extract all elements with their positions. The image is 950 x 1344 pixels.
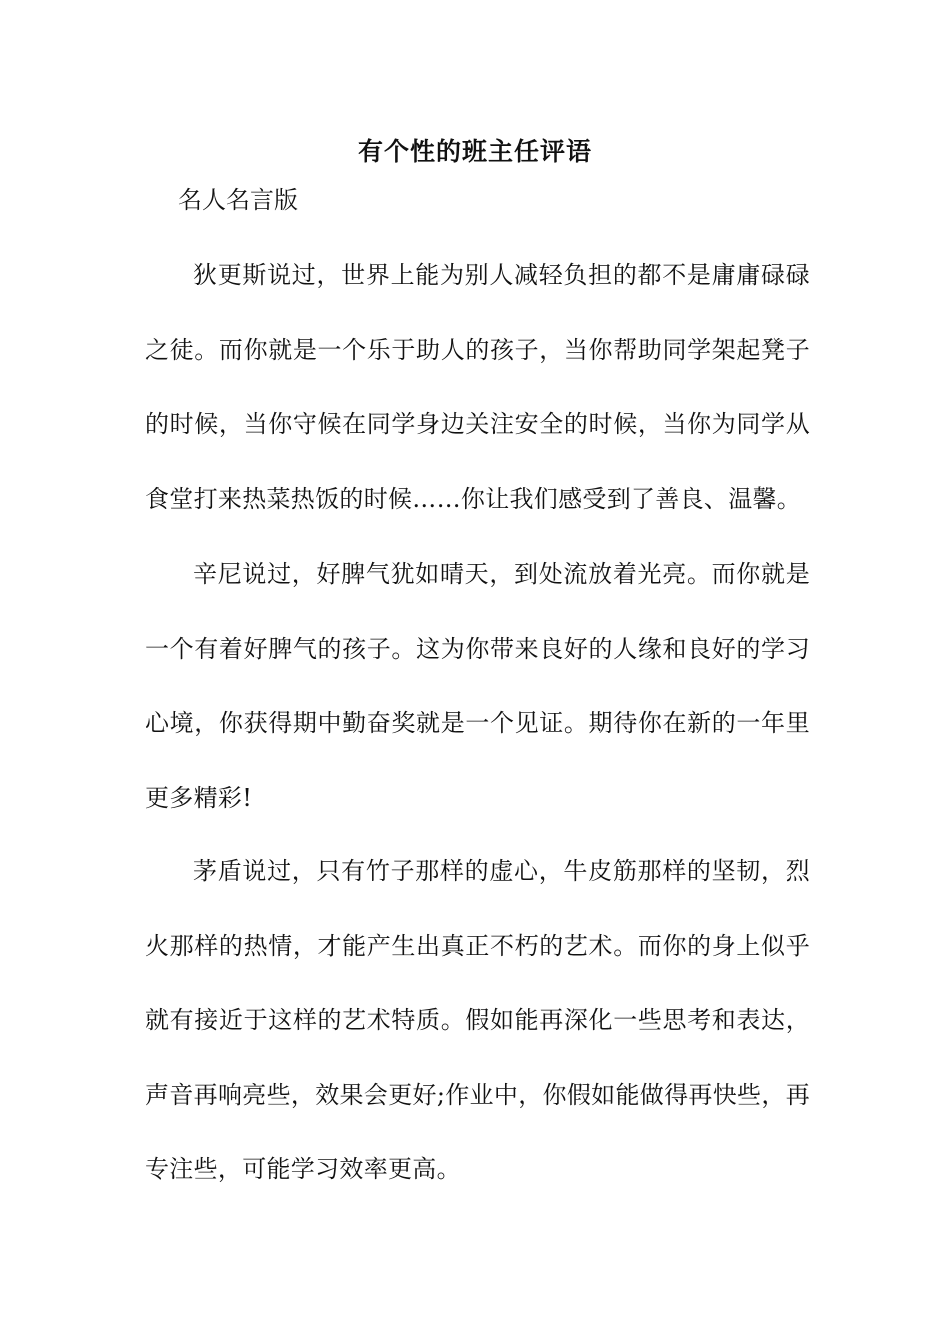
- paragraph-sydney: 辛尼说过，好脾气犹如晴天，到处流放着光亮。而你就是一个有着好脾气的孩子。这为你带来良好的人缘和良好的学习心境，你获得期中勤奋奖就是一个见证。期待你在新的一年里更多精彩!: [145, 560, 810, 812]
- document-title: 有个性的班主任评语: [357, 137, 592, 166]
- document-subtitle: 名人名言版: [178, 186, 298, 214]
- paragraph-maodun: 茅盾说过，只有竹子那样的虚心，牛皮筋那样的坚韧，烈火那样的热情，才能产生出真正不朽的艺术。而你的身上似乎就有接近于这样的艺术特质。假如能再深化一些思考和表达，声音再响亮些，效果会更好;作业中，你假如能做得再快些，再专注些，可能学习效率更高。: [145, 857, 810, 1183]
- paragraph-dickens: 狄更斯说过，世界上能为别人减轻负担的都不是庸庸碌碌之徒。而你就是一个乐于助人的孩子，当你帮助同学架起凳子的时候，当你守候在同学身边关注安全的时候，当你为同学从食堂打来热菜热饭的时候……你让我们感受到了善良、温馨。: [145, 261, 810, 513]
